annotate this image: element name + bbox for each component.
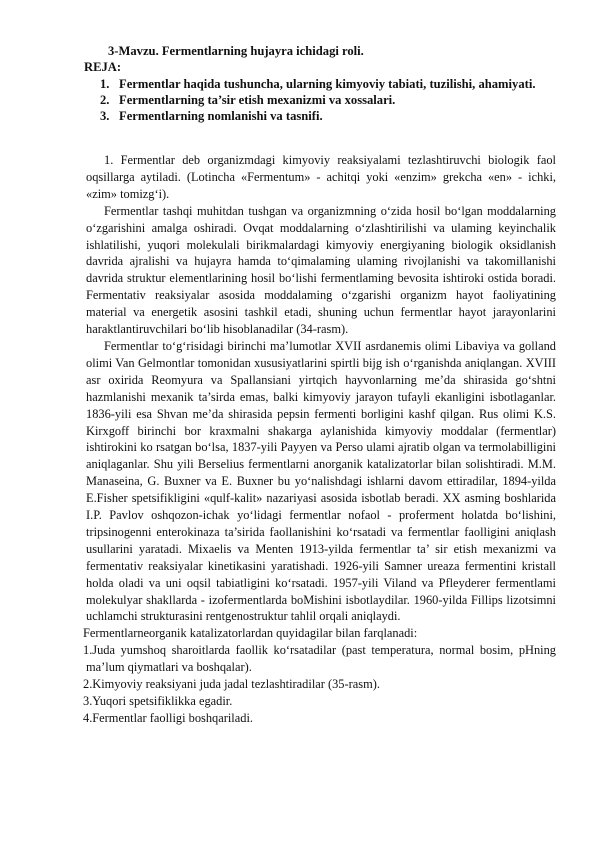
plan-item <box>100 76 556 92</box>
plan-item-number: 3. <box>100 109 110 123</box>
plan-item-number: 2. <box>100 93 110 107</box>
plan-item-text: Fermentlarning nomlanishi va tasnifi. <box>119 109 323 123</box>
plan-item-text: Fermentlar haqida tushuncha, ularning kimyoviy tabiati, tuzilishi, ahamiyati. <box>119 77 536 91</box>
plan-item <box>100 108 556 124</box>
plan-heading: REJA: <box>84 60 122 74</box>
document-body <box>83 152 556 727</box>
list-item: 3.Yuqori spetsifiklikka egadir. <box>83 694 233 708</box>
paragraph-history: Fermentlar to‘g‘risidagi birinchi ma’lumotlar XVII asrdanemis olimi Libaviya va golland olimi Van Gelmontlar tomonidan xususiyatlarini spirtli bijg ish o‘rganishda aniqlangan. XVIII asr oxirida Reomyura va Spallansiani yirtqich hayvonlarning me’da shirasida go‘shtni hazmlanishi mexanik ta’sirda emas, balki kimyoviy jarayon tufayli ekanligini isbotlaganlar. 1836-yili esa Shvan me’da shirasida pepsin fermenti borligini kashf qilgan. Rus olimi K.S. Kirxgoff birinchi bor kraxmalni shakarga aylanishida kimyoviy moddalar (fermentlar) ishtirokini ko rsatgan bo‘lsa, 1837-yili Payyen va Perso ulami ajratib olgan va termolabilligini aniqlaganlar. Shu yili Berselius fermentlarni anorganik katalizatorlar bilan solishtiradi. M.M. Manaseina, G. Buxner va E. Buxner bu yo‘nalishdagi ishlarni davom ettiradilar, 1894-yilda E.Fisher spetsifikligini «qulf-kalit» nazariyasi asosida isbotlab beradi. XX asming boshlarida I.P. Pavlov oshqozon-ichak yo‘lidagi fermentlar nofaol - proferment holatda bo‘lishini, tripsinogenni enterokinaza ta’sirida faollanishini ko‘rsatadi va fermentlar faolligini aniqlash usullarini yaratadi. Mixaelis va Menten 1913-yilda fermentlar ta’ sir etish mexanizmi va fermentativ reaksiyalar kinetikasini yaratishadi. 1926-yili Samner ureaza fermentini kristall holda oladi va uni oqsil tabiatligini ko‘rsatadi. 1957-yili Viland va Pfleyderer fermentlami molekulyar shakllarda - izofermentlarda boMishini isbotlaydilar. 1960-yilda Fillips lizotsimni uchlamchi strukturasini rentgenostruktur tahlil orqali aniqlaydi. <box>86 338 556 624</box>
plan-item <box>100 92 556 108</box>
list-item: 1.Juda yumshoq sharoitlarda faollik ko‘rsatadilar (past temperatura, normal bosim, pHning ma’lum qiymatlari va boshqalar). <box>83 643 556 675</box>
plan-list <box>100 76 556 124</box>
paragraph-differences-intro: Fermentlarneorganik katalizatorlardan quyidagilar bilan farqlanadi: <box>83 626 418 641</box>
document-title: 3-Mavzu. Fermentlarning hujayra ichidagi roli. <box>108 44 364 58</box>
plan-item-number: 1. <box>100 77 110 91</box>
list-item: 2.Kimyoviy reaksiyani juda jadal tezlashtiradilar (35-rasm). <box>83 677 380 692</box>
list-item: 4.Fermentlar faolligi boshqariladi. <box>83 710 253 725</box>
plan-item-text: Fermentlarning ta’sir etish mexanizmi va xossalari. <box>119 93 396 107</box>
paragraph-definition: 1. Fermentlar deb organizmdagi kimyoviy reaksiyalami tezlashtiruvchi biologik faol oqsillarga aytiladi. (Lotincha «Fermentum» - achitqi yoki «enzim» grekcha «en» - ichki, «zim» tomizg‘i). <box>86 153 556 201</box>
paragraph-function: Fermentlar tashqi muhitdan tushgan va organizmning o‘zida hosil bo‘lgan moddalarning o‘zgarishini amalga oshiradi. Ovqat moddalarning o‘zlashtirilishi va ulaming keyinchalik ishlatilishi, yuqori molekulali birikmalardagi kimyoviy energiyaning biologik oksidlanish davrida ajralishi va hujayra hamda to‘qimalaming ulaming rivojlanishi va takomillanishi davrida struktur elementlarining hosil bo‘lishi fermentlaming bevosita ishtiroki ostida boradi. Fermentativ reaksiyalar asosida moddalaming o‘zgarishi organizm hayot faoliyatining material va energetik asosini tashkil etadi, shuning uchun fermentlar hayot jarayonlarini haraktlantiruvchilari bo‘lib hisoblanadilar (34-rasm). <box>86 203 556 337</box>
